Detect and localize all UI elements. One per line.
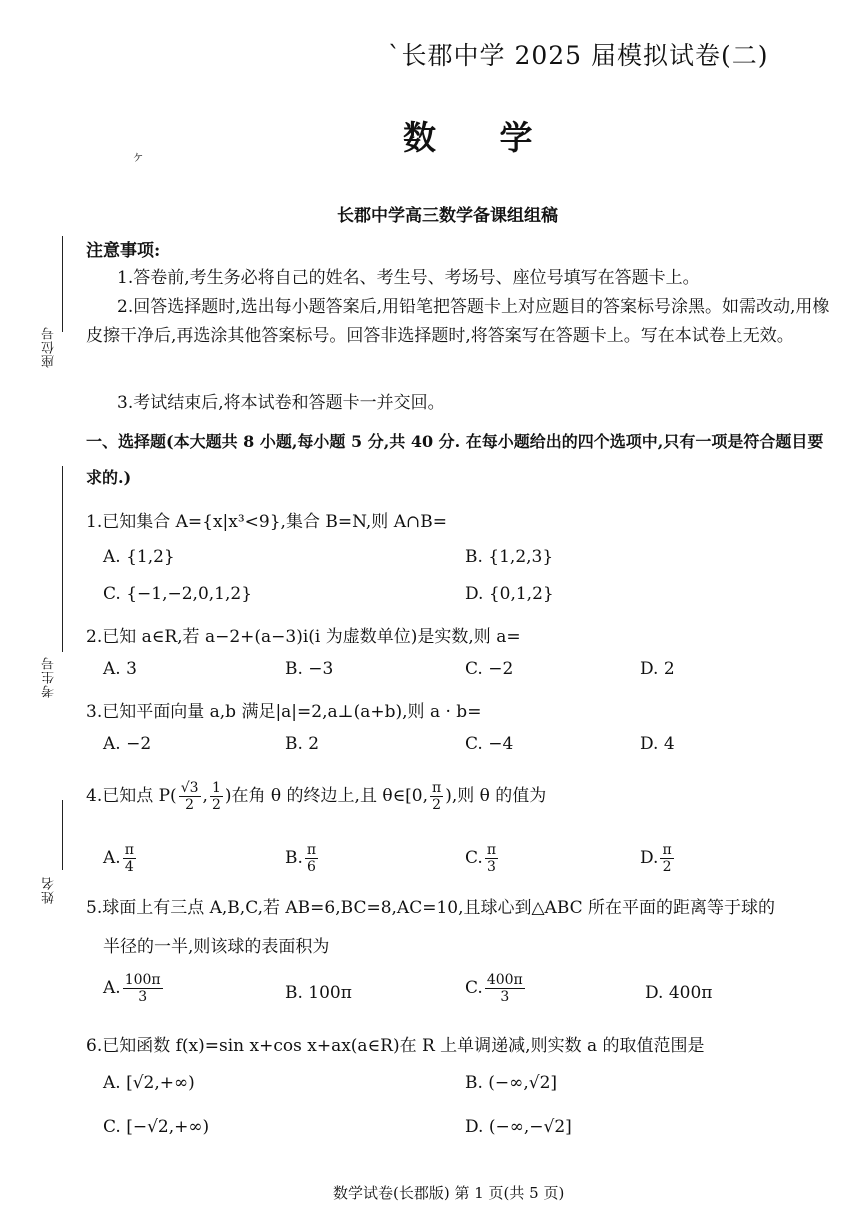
question-2-option-c: C. −2 bbox=[465, 659, 514, 679]
question-4-stem: 4.已知点 P( $\frac{√3}{2}$ , $\frac{1}{2}$ )在角 θ 的终边上,且 θ∈[0, $\frac{\pi}{2}$ ),则 θ 的值为 bbox=[86, 780, 547, 813]
fraction-numerator: π bbox=[306, 842, 317, 858]
question-4-text-post: ),则 θ 的值为 bbox=[445, 786, 547, 806]
stray-mark: ヶ bbox=[131, 149, 145, 165]
question-1-option-b: B. {1,2,3} bbox=[465, 547, 554, 567]
question-6-option-a: A. [√2,+∞) bbox=[103, 1073, 195, 1093]
fraction-denominator: 2 bbox=[662, 859, 672, 875]
fraction-numerator: π bbox=[432, 780, 442, 796]
question-5-stem-line-1: 5.球面上有三点 A,B,C,若 AB=6,BC=8,AC=10,且球心到△ABC 所在平面的距离等于球的 bbox=[86, 898, 776, 918]
fraction-p-x bbox=[179, 780, 201, 813]
notice-item-3: 3.考试结束后,将本试卷和答题卡一并交回。 bbox=[117, 393, 445, 413]
question-4-option-b bbox=[285, 842, 320, 875]
question-3-stem: 3.已知平面向量 a,b 满足|a|=2,a⊥(a+b),则 a · b= bbox=[86, 702, 482, 722]
option-label: D. bbox=[640, 848, 659, 868]
exam-no-label: 考生号 bbox=[42, 656, 57, 698]
name-label: 姓名 bbox=[42, 876, 57, 904]
question-3-option-c: C. −4 bbox=[465, 734, 514, 754]
name-line bbox=[62, 800, 63, 870]
question-6-option-b: B. (−∞,√2] bbox=[465, 1073, 558, 1093]
option-fraction bbox=[485, 842, 498, 875]
question-6-option-d: D. (−∞,−√2] bbox=[465, 1117, 572, 1137]
section-heading: 一、选择题(本大题共 8 小题,每小题 5 分,共 40 分. 在每小题给出的四个选项中,只有一项是符合题目要求的.) bbox=[86, 432, 824, 487]
question-4-option-d bbox=[640, 842, 676, 875]
exam-no-line bbox=[62, 466, 63, 652]
option-fraction bbox=[123, 842, 136, 875]
question-5-option-b: B. 100π bbox=[285, 983, 352, 1003]
fraction-denominator: 3 bbox=[500, 989, 510, 1005]
question-4-text-mid: )在角 θ 的终边上,且 θ∈[0, bbox=[224, 786, 429, 806]
fraction-denominator: 2 bbox=[211, 797, 221, 813]
question-6-option-c: C. [−√2,+∞) bbox=[103, 1117, 210, 1137]
fraction-numerator: π bbox=[124, 842, 134, 858]
fraction-p-y bbox=[210, 780, 223, 813]
question-3-option-b: B. 2 bbox=[285, 734, 320, 754]
fraction-numerator: π bbox=[486, 842, 497, 858]
fraction-numerator: 1 bbox=[211, 780, 221, 796]
question-3-option-a: A. −2 bbox=[103, 734, 152, 754]
fraction-denominator: 2 bbox=[432, 797, 442, 813]
option-label: B. bbox=[285, 848, 303, 868]
option-fraction bbox=[485, 972, 525, 1005]
question-3-option-d: D. 4 bbox=[640, 734, 675, 754]
fraction-denominator: 4 bbox=[124, 859, 134, 875]
seat-label: 座位号 bbox=[42, 326, 57, 368]
fraction-denominator: 2 bbox=[185, 797, 195, 813]
question-5-option-a bbox=[103, 972, 165, 1005]
fraction-denominator: 3 bbox=[138, 989, 148, 1005]
question-6-stem: 6.已知函数 f(x)=sin x+cos x+ax(a∈R)在 R 上单调递减,则实数 a 的取值范围是 bbox=[86, 1036, 705, 1056]
exam-title: ˋ长郡中学 2025 届模拟试卷(二) bbox=[388, 41, 769, 70]
option-label: C. bbox=[465, 978, 483, 998]
option-label: A. bbox=[103, 848, 121, 868]
question-2-option-d: D. 2 bbox=[640, 659, 675, 679]
notice-item-2: 2.回答选择题时,选出每小题答案后,用铅笔把答题卡上对应题目的答案标号涂黑。如需改动,用橡皮擦干净后,再选涂其他答案标号。回答非选择题时,将答案写在答题卡上。写在本试卷上无效。 bbox=[86, 297, 830, 346]
option-label: A. bbox=[103, 978, 121, 998]
question-1-option-a: A. {1,2} bbox=[103, 547, 175, 567]
fraction-numerator: π bbox=[662, 842, 672, 858]
question-4-option-a bbox=[103, 842, 138, 875]
page-footer: 数学试卷(长郡版) 第 1 页(共 5 页) bbox=[333, 1184, 565, 1202]
question-5-option-c bbox=[465, 972, 527, 1005]
question-4-text-pre: 4.已知点 P( bbox=[86, 786, 177, 806]
fraction-denominator: 3 bbox=[486, 859, 496, 875]
question-1-option-d: D. {0,1,2} bbox=[465, 584, 554, 604]
question-2-option-a: A. 3 bbox=[103, 659, 137, 679]
question-1-stem: 1.已知集合 A={x|x³<9},集合 B=N,则 A∩B= bbox=[86, 512, 447, 532]
seat-line bbox=[62, 236, 63, 332]
option-fraction bbox=[123, 972, 163, 1005]
question-2-option-b: B. −3 bbox=[285, 659, 334, 679]
subject-title: 数 学 bbox=[403, 118, 559, 157]
fraction-numerator: 100π bbox=[124, 972, 161, 988]
question-5-stem-line-2: 半径的一半,则该球的表面积为 bbox=[103, 937, 330, 957]
notice-item-1: 1.答卷前,考生务必将自己的姓名、考生号、考场号、座位号填写在答题卡上。 bbox=[117, 268, 700, 288]
option-fraction bbox=[305, 842, 318, 875]
author-group: 长郡中学高三数学备课组组稿 bbox=[337, 206, 558, 226]
question-5-option-d: D. 400π bbox=[645, 983, 713, 1003]
fraction-range bbox=[430, 780, 443, 813]
fraction-denominator: 6 bbox=[307, 859, 316, 875]
option-fraction bbox=[660, 842, 673, 875]
question-2-stem: 2.已知 a∈R,若 a−2+(a−3)i(i 为虚数单位)是实数,则 a= bbox=[86, 627, 521, 647]
question-4-option-c bbox=[465, 842, 500, 875]
option-label: C. bbox=[465, 848, 483, 868]
notice-title: 注意事项: bbox=[86, 241, 161, 261]
question-1-option-c: C. {−1,−2,0,1,2} bbox=[103, 584, 253, 604]
fraction-numerator: 400π bbox=[486, 972, 523, 988]
fraction-numerator: √3 bbox=[180, 780, 199, 796]
